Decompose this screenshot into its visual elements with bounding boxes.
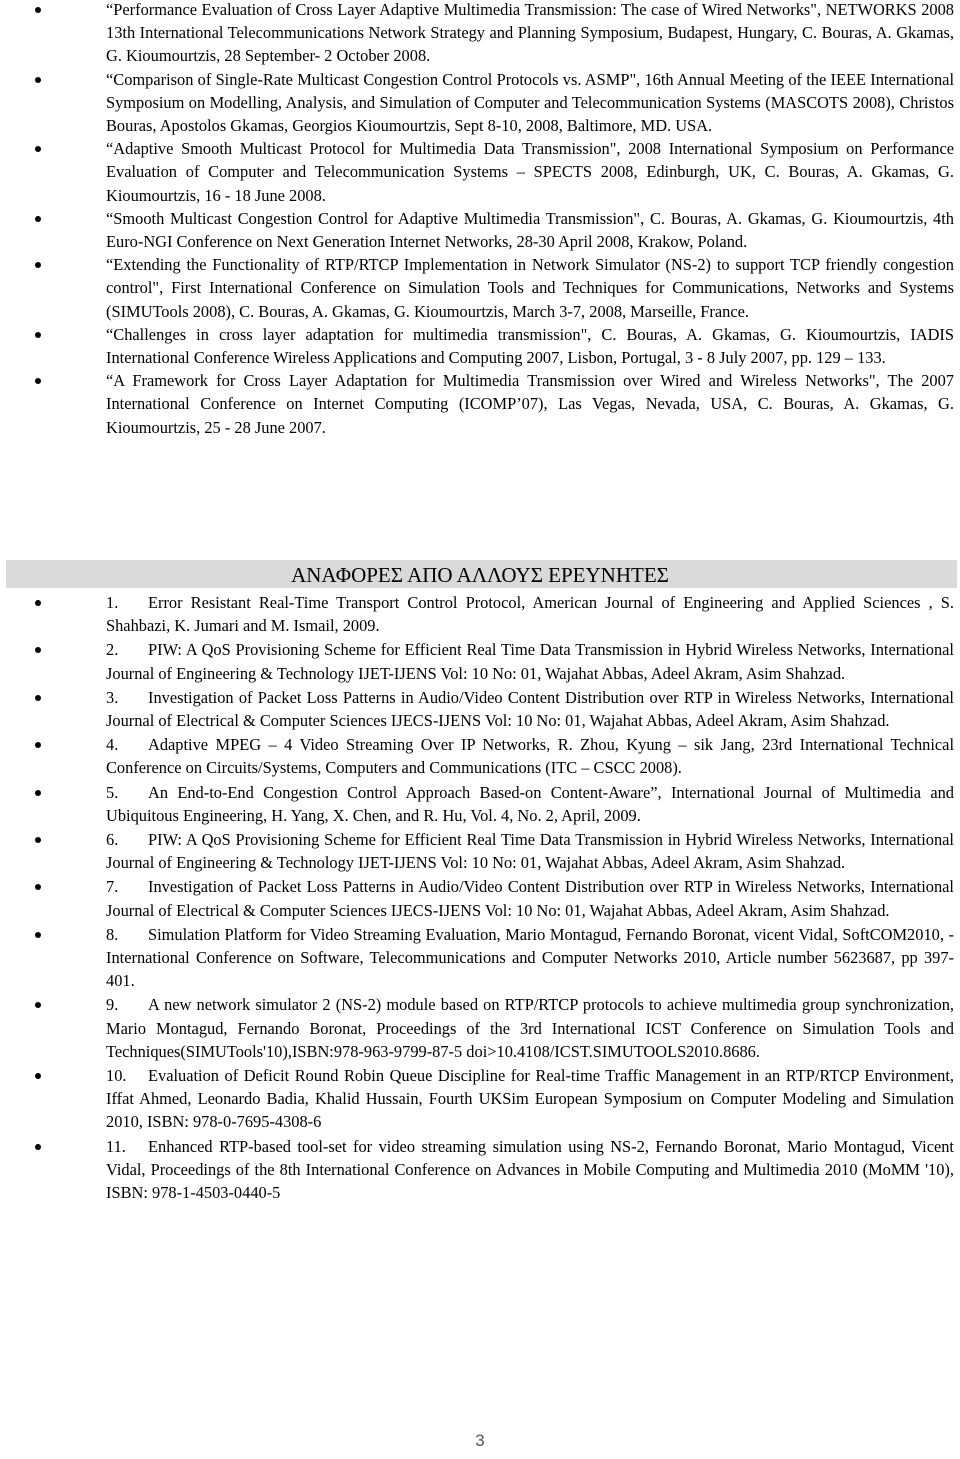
bullet-icon <box>35 216 41 222</box>
reference-item <box>0 875 960 921</box>
publication-text: “Performance Evaluation of Cross Layer Adaptive Multimedia Transmission: The case of Wired Networks", NETWORKS 2008 13th International Telecommunications Network Strategy and Planning Symposium, Budapest, Hungary, C. Bouras, A. Gkamas, G. Kioumourtzis, 28 September- 2 October 2008. <box>106 0 954 66</box>
reference-number: 3. <box>106 687 119 707</box>
publication-text: “Challenges in cross layer adaptation for multimedia transmission", C. Bouras, A. Gkamas, G. Kioumourtzis, IADIS International Conference Wireless Applications and Computing 2007, Lisbon, Portugal, 3 - 8 July 2007, pp. 129 – 133. <box>106 324 954 368</box>
publication-text: “A Framework for Cross Layer Adaptation for Multimedia Transmission over Wired and Wireless Networks", The 2007 International Conference on Internet Computing (ICOMP’07), Las Vegas, Nevada, USA, C. Bouras, A. Gkamas, G. Kioumourtzis, 25 - 28 June 2007. <box>106 371 954 437</box>
list-item <box>0 207 960 253</box>
list-item <box>0 137 960 207</box>
list-item <box>0 253 960 323</box>
reference-number: 2. <box>106 640 119 660</box>
publication-text: “Extending the Functionality of RTP/RTCP Implementation in Network Simulator (NS-2) to support TCP friendly congestion control", First International Conference on Simulation Tools and Techniques for Communications, Networks and Systems (SIMUTools 2008), C. Bouras, A. Gkamas, G. Kioumourtzis, March 3-7, 2008, Marseille, France. <box>106 255 954 321</box>
reference-number: 5. <box>106 782 119 802</box>
reference-item <box>0 591 960 637</box>
reference-text: An End-to-End Congestion Control Approach Based-on Content-Aware”, International Journal of Multimedia and Ubiquitous Engineering, H. Yang, X. Chen, and R. Hu, Vol. 4, No. 2, April, 2009. <box>106 782 954 825</box>
reference-number: 4. <box>106 735 119 755</box>
reference-text: Simulation Platform for Video Streaming Evaluation, Mario Montagud, Fernando Boronat, vicent Vidal, SoftCOM2010, - International Conference on Software, Telecommunications and Computer Networks 2010, Article number 5623687, pp 397-401. <box>106 924 954 991</box>
reference-item <box>0 686 960 732</box>
reference-item <box>0 828 960 874</box>
publications-list <box>0 0 960 439</box>
reference-text: Investigation of Packet Loss Patterns in Audio/Video Content Distribution over RTP in Wireless Networks, International Journal of Electrical & Computer Sciences IJECS-IJENS Vol: 10 No: 01, Wajahat Abbas, Adeel Akram, Asim Shahzad. <box>106 877 954 920</box>
bullet-icon <box>35 1002 41 1008</box>
reference-item <box>0 638 960 684</box>
bullet-icon <box>35 262 41 268</box>
bullet-icon <box>35 7 41 13</box>
reference-number: 9. <box>106 995 119 1015</box>
publication-text: “Smooth Multicast Congestion Control for Adaptive Multimedia Transmission", C. Bouras, A. Gkamas, G. Kioumourtzis, 4th Euro-NGI Conference on Next Generation Internet Networks, 28-30 April 2008, Krakow, Poland. <box>106 208 954 252</box>
section-title: ΑΝΑΦΟΡΕΣ ΑΠΟ ΑΛΛΟΥΣ ΕΡΕΥΝΗΤΕΣ <box>291 563 669 587</box>
page-number: 3 <box>475 1431 485 1450</box>
reference-text: Adaptive MPEG – 4 Video Streaming Over IP Networks, R. Zhou, Kyung – sik Jang, 23rd International Technical Conference on Circuits/Systems, Computers and Communications (ITC – CSCC 2008). <box>106 735 954 778</box>
reference-number: 7. <box>106 877 119 897</box>
reference-text: Evaluation of Deficit Round Robin Queue Discipline for Real-time Traffic Management in an RTP/RTCP Environment, Iffat Ahmed, Leonardo Badia, Khalid Hussain, Fourth UKSim European Symposium on Computer Modeling and Simulation 2010, ISBN: 978-0-7695-4308-6 <box>106 1066 954 1132</box>
bullet-icon <box>35 884 41 890</box>
bullet-icon <box>35 742 41 748</box>
reference-text: Enhanced RTP-based tool-set for video streaming simulation using NS-2, Fernando Boronat, Mario Montagud, Vicent Vidal, Proceedings of the 8th International Conference on Advances in Mobile Computing and Multimedia 2010 (MoMM '10), ISBN: 978-1-4503-0440-5 <box>106 1136 954 1203</box>
bullet-icon <box>35 1144 41 1150</box>
reference-number: 11. <box>106 1136 126 1156</box>
list-item <box>0 68 960 138</box>
reference-text: Investigation of Packet Loss Patterns in Audio/Video Content Distribution over RTP in Wireless Networks, International Journal of Electrical & Computer Sciences IJECS-IJENS Vol: 10 No: 01, Wajahat Abbas, Adeel Akram, Asim Shahzad. <box>106 687 954 731</box>
list-item <box>0 323 960 369</box>
reference-number: 8. <box>106 924 119 944</box>
bullet-icon <box>35 600 41 606</box>
reference-item <box>0 733 960 779</box>
reference-text: A new network simulator 2 (NS-2) module based on RTP/RTCP protocols to achieve multimedia group synchronization, Mario Montagud, Fernando Boronat, Proceedings of the 3rd International ICST Conference on Simulation Tools and Techniques(SIMUTools'10),ISBN:978-963-9799-87-5 doi>10.4108/ICST.SIMUTOOLS2010.8686. <box>106 995 954 1061</box>
bullet-icon <box>35 647 41 653</box>
reference-item <box>0 1064 960 1134</box>
bullet-icon <box>35 790 41 796</box>
reference-item <box>0 923 960 993</box>
publication-text: “Adaptive Smooth Multicast Protocol for Multimedia Data Transmission", 2008 International Symposium on Performance Evaluation of Computer and Telecommunication Systems – SPECTS 2008, Edinburgh, UK, C. Bouras, A. Gkamas, G. Kioumourtzis, 16 - 18 June 2008. <box>106 139 954 205</box>
bullet-icon <box>35 1073 41 1079</box>
reference-item <box>0 993 960 1063</box>
reference-number: 1. <box>106 593 119 612</box>
bullet-icon <box>35 332 41 338</box>
bullet-icon <box>35 695 41 701</box>
bullet-icon <box>35 932 41 938</box>
reference-text: PIW: A QoS Provisioning Scheme for Efficient Real Time Data Transmission in Hybrid Wireless Networks, International Journal of Engineering & Technology IJET-IJENS Vol: 10 No: 01, Wajahat Abbas, Adeel Akram, Asim Shahzad. <box>106 830 954 873</box>
bullet-icon <box>35 378 41 384</box>
bullet-icon <box>35 146 41 152</box>
bullet-icon <box>35 837 41 843</box>
bullet-icon <box>35 77 41 83</box>
reference-text: PIW: A QoS Provisioning Scheme for Efficient Real Time Data Transmission in Hybrid Wireless Networks, International Journal of Engineering & Technology IJET-IJENS Vol: 10 No: 01, Wajahat Abbas, Adeel Akram, Asim Shahzad. <box>106 640 954 683</box>
list-item <box>0 369 960 439</box>
reference-text: Error Resistant Real-Time Transport Control Protocol, American Journal of Engineering and Applied Sciences , S. Shahbazi, K. Jumari and M. Ismail, 2009. <box>106 593 954 636</box>
reference-item <box>0 1135 960 1205</box>
reference-number: 10. <box>106 1066 127 1086</box>
publication-text: “Comparison of Single-Rate Multicast Congestion Control Protocols vs. ASMP", 16th Annual Meeting of the IEEE International Symposium on Modelling, Analysis, and Simulation of Computer and Telecommunication Systems (MASCOTS 2008), Christos Bouras, Apostolos Gkamas, Georgios Kioumourtzis, Sept 8-10, 2008, Baltimore, MD. USA. <box>106 69 954 136</box>
reference-item <box>0 781 960 827</box>
list-item <box>0 0 960 68</box>
references-list <box>0 591 960 1205</box>
reference-number: 6. <box>106 830 119 850</box>
